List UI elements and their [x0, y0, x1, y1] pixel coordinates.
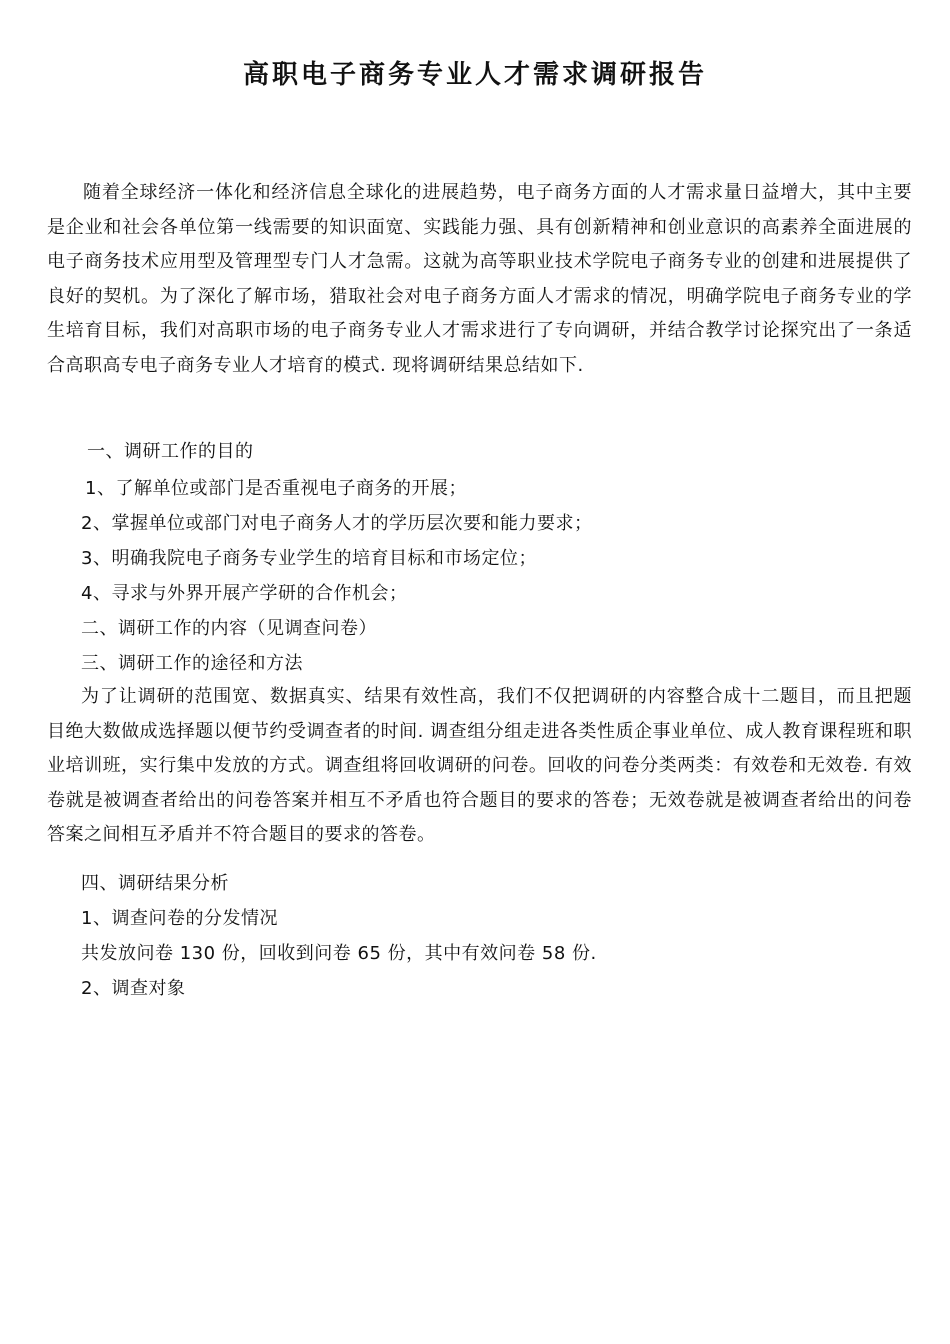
section-heading-method: 三、调研工作的途径和方法: [81, 653, 303, 674]
section-heading-results: 四、调研结果分析: [81, 873, 229, 894]
document-title: 高职电子商务专业人才需求调研报告: [242, 60, 707, 90]
purpose-item-1: 1、了解单位或部门是否重视电子商务的开展；: [85, 478, 467, 499]
method-paragraph: 为了让调研的范围宽、数据真实、结果有效性高，我们不仅把调研的内容整合成十二题目，而且把题目绝大数做成选择题以便节约受调查者的时间. 调查组分组走进各类性质企事业单位、成人教育课程班和职业培训班，实行集中发放的方式。调查组将回收调研的问卷。回收的问卷分类两类：有效卷和无效卷. 有效卷就是被调查者给出的问卷答案并相互不矛盾也符合题目的要求的答卷；无效卷就是被调查者给出的问卷答案之间相互矛盾并不符合题目的要求的答卷。: [47, 686, 912, 845]
results-sub-heading-subjects: 2、调查对象: [81, 978, 186, 999]
purpose-item-4: 4、寻求与外界开展产学研的合作机会；: [81, 583, 408, 604]
section-heading-purpose: 一、调研工作的目的: [87, 441, 254, 462]
purpose-item-2: 2、掌握单位或部门对电子商务人才的学历层次要和能力要求；: [81, 513, 593, 534]
purpose-item-3: 3、明确我院电子商务专业学生的培育目标和市场定位；: [81, 548, 537, 569]
section-heading-content: 二、调研工作的内容（见调查问卷）: [81, 618, 377, 639]
intro-paragraph: 随着全球经济一体化和经济信息全球化的进展趋势，电子商务方面的人才需求量日益增大，其中主要是企业和社会各单位第一线需要的知识面宽、实践能力强、具有创新精神和创业意识的高素养全面进展的电子商务技术应用型及管理型专门人才急需。这就为高等职业技术学院电子商务专业的创建和进展提供了良好的契机。为了深化了解市场，猎取社会对电子商务方面人才需求的情况，明确学院电子商务专业的学生培育目标，我们对高职市场的电子商务专业人才需求进行了专向调研，并结合教学讨论探究出了一条适合高职高专电子商务专业人才培育的模式. 现将调研结果总结如下.: [47, 182, 912, 376]
results-distribution-text: 共发放问卷 130 份，回收到问卷 65 份，其中有效问卷 58 份.: [81, 943, 597, 964]
results-sub-heading-distribution: 1、调查问卷的分发情况: [81, 908, 278, 929]
